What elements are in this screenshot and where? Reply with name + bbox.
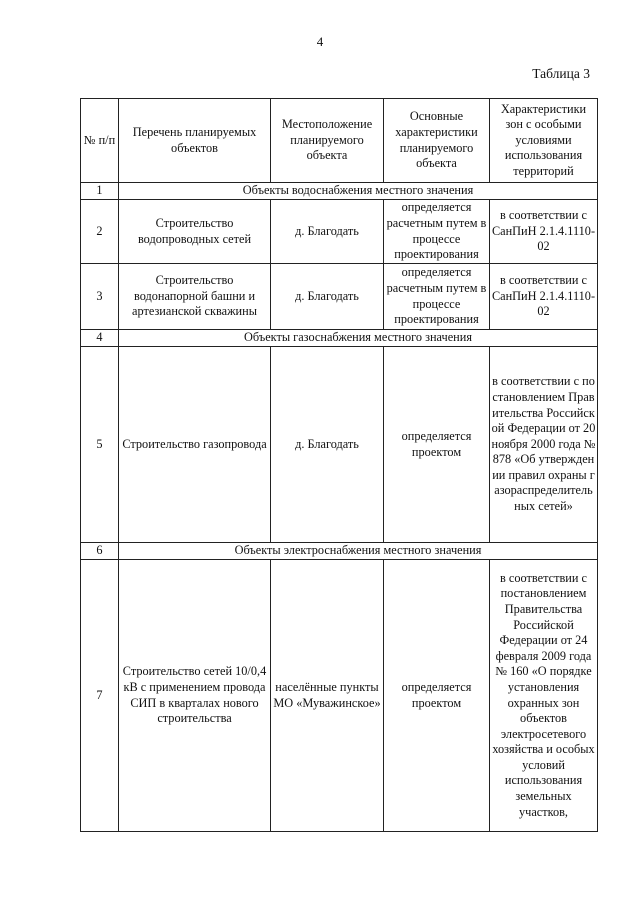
row-number: 5 [81, 347, 119, 543]
row-number: 1 [81, 183, 119, 200]
zone-characteristics: в соответствии с СанПиН 2.1.4.1110-02 [490, 264, 598, 330]
table-caption: Таблица 3 [532, 66, 590, 81]
header-num: № п/п [81, 99, 119, 183]
object-characteristics: определяется проектом [384, 347, 490, 543]
section-title: Объекты электроснабжения местного значения [119, 543, 598, 560]
object-characteristics: определяется расчетным путем в процессе проектирования [384, 264, 490, 330]
header-location: Местоположение планируемого объекта [271, 99, 384, 183]
header-characteristics: Основные характеристики планируемого объекта [384, 99, 490, 183]
page-number: 4 [316, 34, 324, 49]
section-title: Объекты водоснабжения местного значения [119, 183, 598, 200]
object-characteristics: определяется проектом [384, 560, 490, 832]
object-location: д. Благодать [271, 347, 384, 543]
section-row-electricity [81, 543, 598, 560]
row-number: 3 [81, 264, 119, 330]
table-row [81, 347, 598, 543]
table-row [81, 200, 598, 264]
object-location: населённые пункты МО «Муважинское» [271, 560, 384, 832]
section-row-gas [81, 330, 598, 347]
table-row [81, 560, 598, 832]
table-row [81, 264, 598, 330]
row-number: 6 [81, 543, 119, 560]
object-name: Строительство сетей 10/0,4 кВ с применением провода СИП в кварталах нового строительства [119, 560, 271, 832]
header-zones: Характеристики зон с особыми условиями использования территорий [490, 99, 598, 183]
object-characteristics: определяется расчетным путем в процессе проектирования [384, 200, 490, 264]
object-name: Строительство водопроводных сетей [119, 200, 271, 264]
object-name: Строительство газопровода [119, 347, 271, 543]
header-list: Перечень планируемых объектов [119, 99, 271, 183]
row-number: 2 [81, 200, 119, 264]
section-title: Объекты газоснабжения местного значения [119, 330, 598, 347]
table-header-row [81, 99, 598, 183]
zone-characteristics: в соответствии с постановлением Правительства Российской Федерации от 24 февраля 2009 года № 160 «О порядке установления охранных зон объектов электросетевого хозяйства и особых условий использования земельных участков, [490, 560, 598, 832]
object-location: д. Благодать [271, 264, 384, 330]
object-location: д. Благодать [271, 200, 384, 264]
section-row-water [81, 183, 598, 200]
object-name: Строительство водонапорной башни и артезианской скважины [119, 264, 271, 330]
row-number: 7 [81, 560, 119, 832]
planned-objects-table [80, 98, 598, 832]
zone-characteristics: в соответствии с СанПиН 2.1.4.1110-02 [490, 200, 598, 264]
row-number: 4 [81, 330, 119, 347]
zone-characteristics: в соответствии с постановлением Правительства Российской Федерации от 20 ноября 2000 года № 878 «Об утверждении правил охраны газораспределительных сетей» [490, 347, 598, 543]
